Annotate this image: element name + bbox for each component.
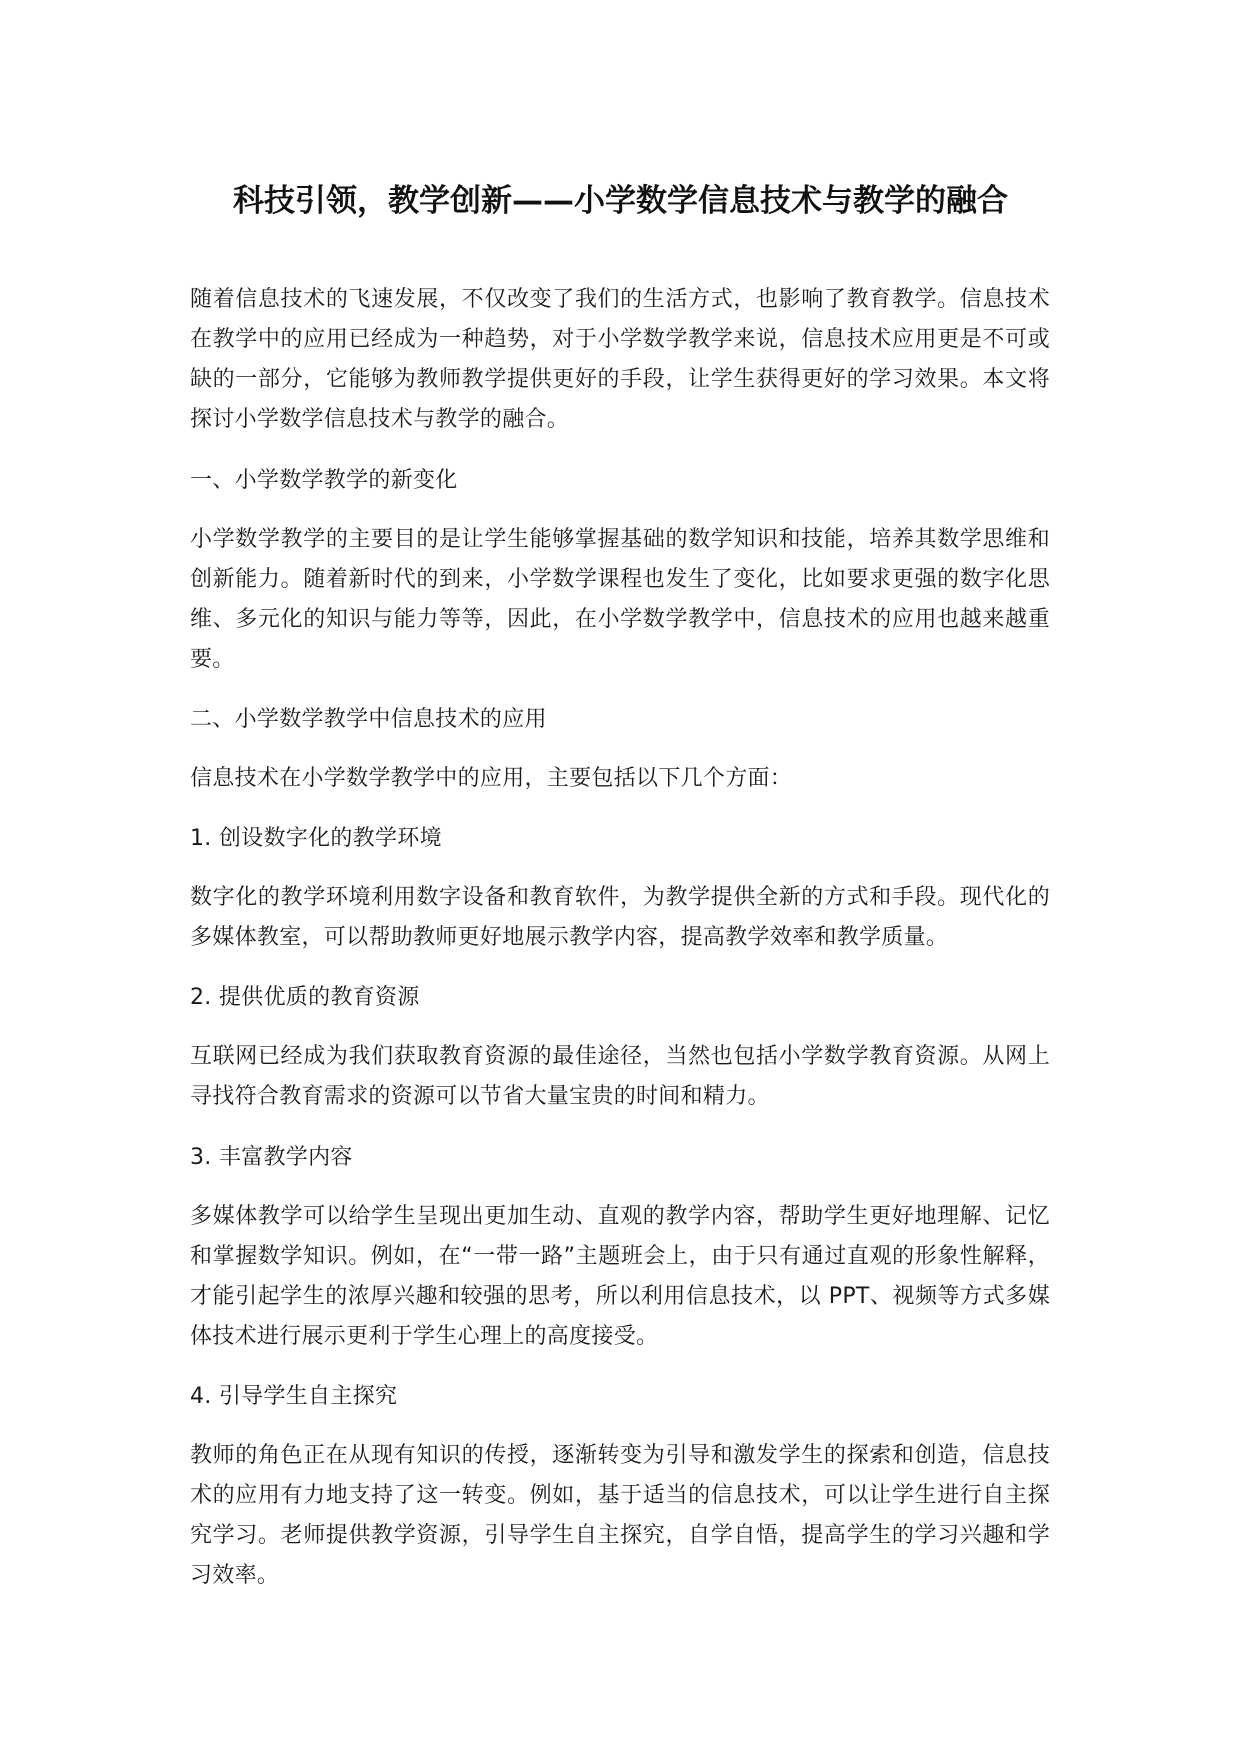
section2-intro-paragraph: 信息技术在小学数学教学中的应用，主要包括以下几个方面：	[190, 766, 793, 791]
intro-paragraph: 随着信息技术的飞速发展，不仅改变了我们的生活方式，也影响了教育教学。信息技术在教学中的应用已经成为一种趋势，对于小学数学教学来说，信息技术应用更是不可或缺的一部分，它能够为教师教学提供更好的手段，让学生获得更好的学习效果。本文将探讨小学数学信息技术与教学的融合。	[190, 287, 1050, 432]
item1-heading: 1. 创设数字化的教学环境	[190, 826, 442, 851]
item4-heading: 4. 引导学生自主探究	[190, 1384, 398, 1409]
document-title: 科技引领，教学创新——小学数学信息技术与教学的融合	[233, 183, 1008, 219]
section1-heading: 一、小学数学教学的新变化	[190, 468, 458, 493]
item3-paragraph: 多媒体教学可以给学生呈现出更加生动、直观的教学内容，帮助学生更好地理解、记忆和掌握数学知识。例如，在“一带一路”主题班会上，由于只有通过直观的形象性解释，才能引起学生的浓厚兴趣和较强的思考，所以利用信息技术，以 PPT、视频等方式多媒体技术进行展示更利于学生心理上的高度接受。	[190, 1204, 1050, 1349]
item2-paragraph: 互联网已经成为我们获取教育资源的最佳途径，当然也包括小学数学教育资源。从网上寻找符合教育需求的资源可以节省大量宝贵的时间和精力。	[190, 1044, 1050, 1109]
item4-paragraph: 教师的角色正在从现有知识的传授，逐渐转变为引导和激发学生的探索和创造，信息技术的应用有力地支持了这一转变。例如，基于适当的信息技术，可以让学生进行自主探究学习。老师提供教学资源，引导学生自主探究，自学自悟，提高学生的学习兴趣和学习效率。	[190, 1443, 1050, 1588]
item3-heading: 3. 丰富教学内容	[190, 1145, 353, 1170]
section2-heading: 二、小学数学教学中信息技术的应用	[190, 707, 547, 732]
item1-paragraph: 数字化的教学环境利用数字设备和教育软件，为教学提供全新的方式和手段。现代化的多媒体教室，可以帮助教师更好地展示教学内容，提高教学效率和教学质量。	[190, 885, 1050, 950]
section1-paragraph: 小学数学教学的主要目的是让学生能够掌握基础的数学知识和技能，培养其数学思维和创新能力。随着新时代的到来，小学数学课程也发生了变化，比如要求更强的数字化思维、多元化的知识与能力等等，因此，在小学数学教学中，信息技术的应用也越来越重要。	[190, 527, 1050, 672]
item2-heading: 2. 提供优质的教育资源	[190, 985, 420, 1010]
